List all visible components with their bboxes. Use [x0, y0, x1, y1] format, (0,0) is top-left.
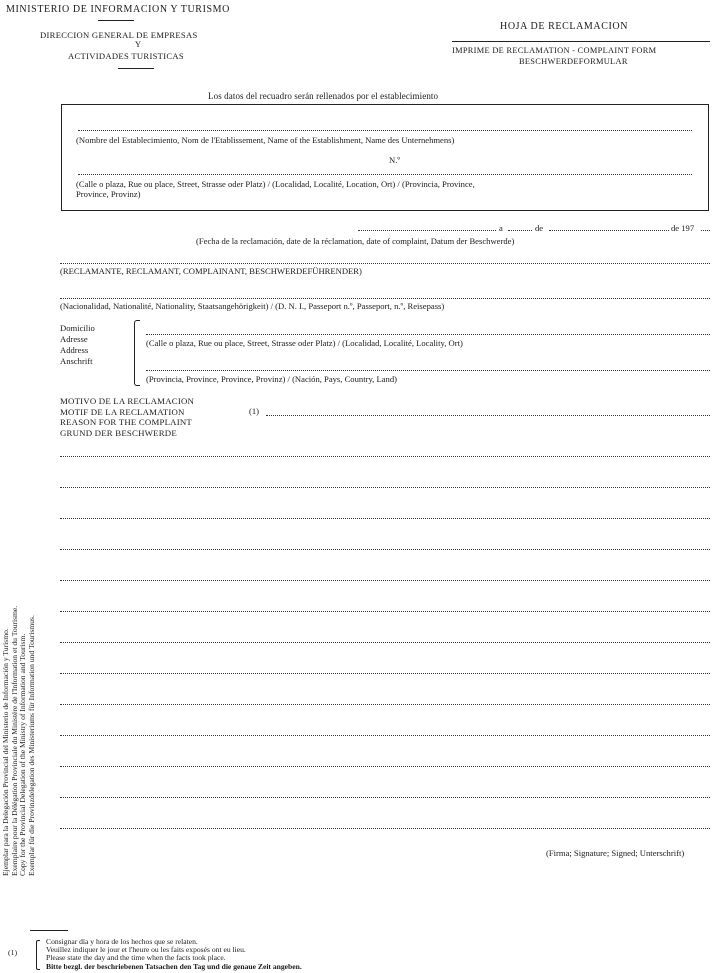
establishment-address-label-cont: Province, Provinz)	[76, 189, 141, 199]
domicile-label-es: Domicilio	[60, 323, 95, 333]
domicile-labels	[60, 323, 130, 367]
reason-writing-line[interactable]	[60, 673, 710, 674]
domicile-bracket	[134, 320, 140, 386]
domicile-label-de: Anschrift	[60, 356, 93, 366]
side-copy-en: Copy for the Provincial Delegation of the Ministry of Information and Tourism.	[18, 633, 28, 876]
reason-writing-line[interactable]	[60, 828, 710, 829]
reason-writing-line[interactable]	[60, 797, 710, 798]
form-subtitle-de: BESCHWERDEFORMULAR	[519, 57, 628, 66]
date-month-field[interactable]	[549, 230, 669, 231]
date-de-label: de	[535, 223, 544, 233]
domicile-province-label: (Provincia, Province, Province, Provinz) / (Nación, Pays, Country, Land)	[146, 374, 397, 384]
side-copy-note	[2, 606, 36, 876]
domicile-province-field[interactable]	[146, 370, 710, 371]
reason-labels	[60, 396, 240, 438]
department-line-1: DIRECCION GENERAL DE EMPRESAS	[40, 30, 198, 40]
footnote-bracket	[36, 940, 40, 970]
reason-writing-line[interactable]	[60, 611, 710, 612]
reason-writing-line[interactable]	[60, 704, 710, 705]
establishment-address-label: (Calle o plaza, Rue ou place, Street, Strasse oder Platz) / (Localidad, Localité, Location, Ort) / (Provincia, Province,	[76, 179, 475, 189]
divider	[98, 20, 134, 21]
complainant-field[interactable]	[60, 263, 710, 264]
form-title: HOJA DE RECLAMACION	[500, 21, 629, 32]
reason-writing-line[interactable]	[60, 766, 710, 767]
establishment-name-label: (Nombre del Establecimiento, Nom de l'Etablissement, Name of the Establishment, Name des Unternehmens)	[76, 135, 455, 145]
date-label: (Fecha de la reclamación, date de la réclamation, date of complaint, Datum der Beschwerde)	[196, 236, 515, 246]
reason-writing-line[interactable]	[60, 580, 710, 581]
divider	[118, 68, 154, 69]
reason-label-fr: MOTIF DE LA RECLAMATION	[60, 406, 185, 417]
date-place-field[interactable]	[358, 230, 496, 231]
reason-writing-line[interactable]	[60, 549, 710, 550]
reason-label-en: REASON FOR THE COMPLAINT	[60, 417, 192, 427]
reason-label-es: MOTIVO DE LA RECLAMACION	[60, 396, 195, 406]
footnote-divider	[30, 930, 68, 931]
form-subtitle: IMPRIME DE RECLAMATION - COMPLAINT FORM	[452, 46, 657, 55]
department-line-3: ACTIVIDADES TURISTICAS	[68, 51, 185, 61]
establishment-address-field[interactable]	[78, 174, 692, 175]
side-copy-de: Exemplar für die Provinzdelegation des Ministeriums für Information und Tourismus.	[26, 615, 36, 876]
date-year-label: de 197	[671, 223, 695, 233]
side-copy-fr: Exemplaire pour la Délégation Provinciale du Ministère de l'Information et du Tourisme.	[9, 605, 19, 876]
establishment-box	[61, 104, 709, 211]
department-line-2: Y	[135, 40, 142, 49]
domicile-label-en: Address	[60, 345, 89, 355]
reason-label-de: GRUND DER BESCHWERDE	[60, 427, 177, 438]
footnote-line-es: Consignar día y hora de los hechos que se relaten.	[46, 937, 198, 946]
reason-writing-line[interactable]	[60, 642, 710, 643]
establishment-number-label: N.º	[389, 155, 401, 165]
reason-writing-line[interactable]	[60, 456, 710, 457]
establishment-note: Los datos del recuadro serán rellenados por el establecimiento	[208, 91, 439, 101]
reason-writing-line[interactable]	[60, 487, 710, 488]
domicile-street-label: (Calle o plaza, Rue ou place, Street, Strasse oder Platz) / (Localidad, Localité, Locality, Ort)	[146, 338, 463, 348]
date-a-label: a	[499, 223, 503, 233]
footnote-marker: (1)	[8, 948, 18, 957]
establishment-name-field[interactable]	[78, 130, 692, 131]
ministry-title: MINISTERIO DE INFORMACION Y TURISMO	[6, 4, 230, 15]
footnote-line-fr: Veuillez indiquer le jour et l'heure ou les faits exposés ont eu lieu.	[46, 945, 246, 955]
domicile-label-fr: Adresse	[60, 334, 88, 344]
side-copy-es: Ejemplar para la Delegación Provincial del Ministerio de Información y Turismo.	[1, 628, 10, 876]
footnote-line-en: Please state the day and the time when the facts took place.	[46, 953, 226, 963]
reason-footnote-ref: (1)	[249, 406, 260, 416]
footnote-line-de: Bitte bezgl. der beschriebenen Tatsachen den Tag und die genaue Zeit angeben.	[46, 961, 302, 971]
reason-writing-line[interactable]	[60, 735, 710, 736]
reason-writing-line[interactable]	[60, 518, 710, 519]
domicile-street-field[interactable]	[146, 334, 710, 335]
reason-first-line[interactable]	[266, 415, 710, 416]
footnote-text	[46, 938, 302, 971]
nationality-field[interactable]	[60, 298, 710, 299]
nationality-label: (Nacionalidad, Nationalité, Nationality, Staatsangehörigkeit) / (D. N. I., Passeport n.º, Passeport, n.º, Reisepass)	[60, 301, 445, 311]
date-year-field[interactable]	[701, 230, 710, 231]
signature-label: (Firma; Signature; Signed; Unterschrift)	[546, 848, 685, 858]
date-day-field[interactable]	[508, 230, 532, 231]
divider	[452, 41, 710, 42]
complainant-label: (RECLAMANTE, RECLAMANT, COMPLAINANT, BESCHWERDEFÜHRENDER)	[60, 266, 362, 276]
